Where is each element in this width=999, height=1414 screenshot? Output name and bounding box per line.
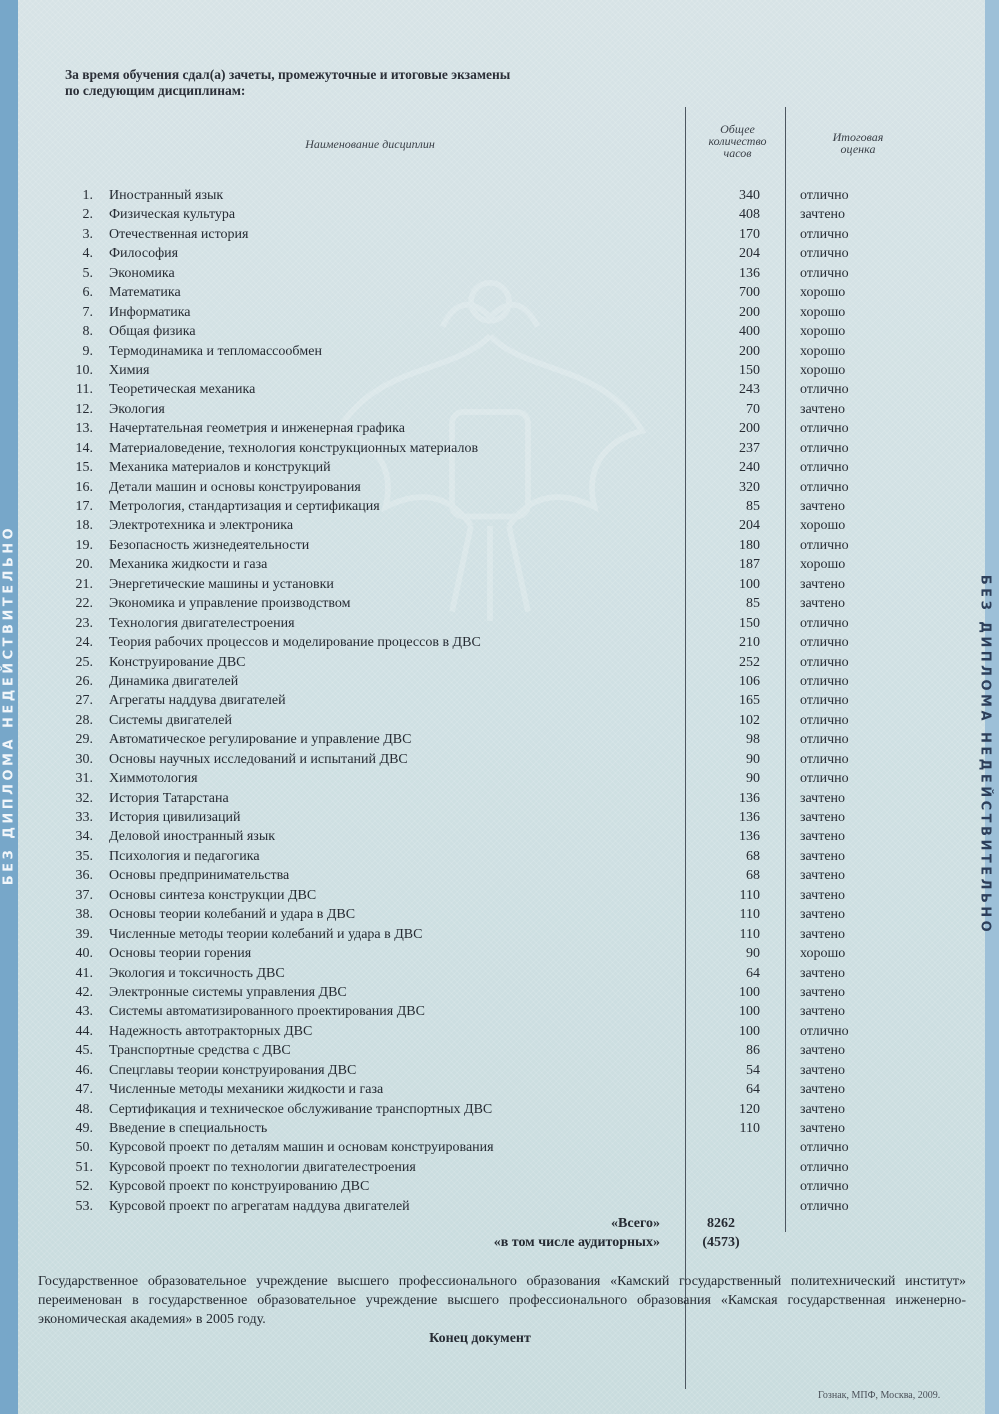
table-row xyxy=(0,1138,999,1157)
row-number: 33. xyxy=(75,810,93,825)
table-row xyxy=(0,886,999,905)
discipline-hours: 120 xyxy=(739,1101,760,1117)
discipline-name: Основы предпринимательства xyxy=(109,868,290,884)
row-number: 32. xyxy=(75,790,93,806)
column-header-name: Наименование дисциплин xyxy=(305,137,435,151)
discipline-grade: зачтено xyxy=(800,887,846,903)
discipline-name: Основы теории горения xyxy=(109,946,252,962)
discipline-name: Спецглавы теории конструирования ДВС xyxy=(109,1062,357,1078)
grade-header-line-1: Итоговая xyxy=(832,130,884,144)
discipline-hours: 136 xyxy=(739,265,760,281)
discipline-grade: хорошо xyxy=(800,324,846,340)
discipline-grade: зачтено xyxy=(800,926,846,942)
row-number: 16. xyxy=(75,479,93,495)
discipline-name: Механика жидкости и газа xyxy=(109,557,268,573)
discipline-grade: отлично xyxy=(800,673,849,689)
row-number: 14. xyxy=(75,440,93,456)
discipline-name: Сертификация и техническое обслуживание транспортных ДВС xyxy=(109,1101,493,1117)
row-number: 50. xyxy=(75,1140,93,1156)
discipline-name: Отечественная история xyxy=(109,226,249,242)
table-row xyxy=(0,1002,999,1021)
column-header-grade xyxy=(788,131,928,155)
table-row xyxy=(0,458,999,477)
row-number: 1. xyxy=(82,188,93,203)
discipline-name: Теория рабочих процессов и моделирование процессов в ДВС xyxy=(109,635,481,651)
table-row xyxy=(0,847,999,866)
row-number: 21. xyxy=(75,576,93,592)
discipline-hours: 90 xyxy=(746,771,760,787)
discipline-hours: 340 xyxy=(739,188,760,203)
discipline-hours: 85 xyxy=(746,596,760,612)
discipline-name: Агрегаты наддува двигателей xyxy=(109,693,286,709)
discipline-grade: хорошо xyxy=(800,557,846,573)
discipline-hours: 700 xyxy=(739,285,760,301)
table-row xyxy=(0,380,999,399)
discipline-hours: 150 xyxy=(739,615,760,631)
row-number: 37. xyxy=(75,887,93,903)
row-number: 26. xyxy=(75,673,93,689)
table-row xyxy=(0,419,999,438)
row-number: 10. xyxy=(75,362,93,378)
discipline-grade: хорошо xyxy=(800,362,846,378)
row-number: 17. xyxy=(75,499,93,514)
heading-line-2: по следующим дисциплинам: xyxy=(65,83,246,98)
discipline-grade: хорошо xyxy=(800,343,846,359)
discipline-name: Энергетические машины и установки xyxy=(109,576,334,592)
discipline-hours: 70 xyxy=(746,401,760,417)
discipline-hours: 85 xyxy=(746,499,760,514)
row-number: 43. xyxy=(75,1004,93,1020)
row-number: 48. xyxy=(75,1101,93,1117)
discipline-grade: отлично xyxy=(800,615,849,631)
row-number: 45. xyxy=(75,1043,93,1059)
row-number: 35. xyxy=(75,848,93,864)
discipline-grade: отлично xyxy=(800,460,849,476)
row-number: 39. xyxy=(75,926,93,942)
table-row xyxy=(0,264,999,283)
discipline-name: Основы научных исследований и испытаний ДВС xyxy=(109,751,408,767)
discipline-hours: 200 xyxy=(739,304,760,320)
discipline-name: Курсовой проект по технологии двигателестроения xyxy=(109,1159,416,1175)
heading-line-1: За время обучения сдал(а) зачеты, промежуточные и итоговые экзамены xyxy=(65,67,511,82)
row-number: 15. xyxy=(75,460,93,476)
table-row xyxy=(0,711,999,730)
hours-header-line-3: часов xyxy=(723,146,752,160)
discipline-name: Метрология, стандартизация и сертификация xyxy=(109,499,380,514)
row-number: 27. xyxy=(75,693,93,709)
table-row xyxy=(0,808,999,827)
discipline-grade: отлично xyxy=(800,1023,849,1039)
row-number: 4. xyxy=(82,246,93,262)
disciplines-table xyxy=(0,186,999,1216)
discipline-grade: отлично xyxy=(800,693,849,709)
table-row xyxy=(0,225,999,244)
discipline-name: Экономика и управление производством xyxy=(109,596,351,612)
discipline-name: Курсовой проект по деталям машин и основам конструирования xyxy=(109,1140,494,1156)
row-number: 5. xyxy=(82,265,93,281)
table-row xyxy=(0,575,999,594)
discipline-name: Надежность автотракторных ДВС xyxy=(109,1023,313,1039)
classroom-value: (4573) xyxy=(702,1235,740,1250)
discipline-name: Физическая культура xyxy=(109,207,236,223)
row-number: 29. xyxy=(75,732,93,748)
discipline-name: Конструирование ДВС xyxy=(109,654,246,670)
discipline-hours: 106 xyxy=(739,673,760,689)
discipline-hours: 200 xyxy=(739,343,760,359)
row-number: 23. xyxy=(75,615,93,631)
discipline-hours: 136 xyxy=(739,829,760,845)
discipline-name: Электронные системы управления ДВС xyxy=(109,984,347,1000)
discipline-grade: отлично xyxy=(800,751,849,767)
discipline-grade: отлично xyxy=(800,771,849,787)
document-heading xyxy=(65,67,510,99)
discipline-hours: 90 xyxy=(746,751,760,767)
row-number: 7. xyxy=(82,304,93,320)
row-number: 11. xyxy=(76,382,93,398)
discipline-name: Механика материалов и конструкций xyxy=(109,460,331,476)
discipline-grade: зачтено xyxy=(800,829,846,845)
table-row xyxy=(0,244,999,263)
row-number: 42. xyxy=(75,984,93,1000)
discipline-grade: зачтено xyxy=(800,868,846,884)
discipline-hours: 136 xyxy=(739,790,760,806)
discipline-name: Теоретическая механика xyxy=(109,382,256,398)
discipline-grade: зачтено xyxy=(800,984,846,1000)
printer-imprint: Гознак, МПФ, Москва, 2009. xyxy=(818,1390,941,1401)
discipline-grade: отлично xyxy=(800,537,849,553)
table-row xyxy=(0,730,999,749)
table-row xyxy=(0,400,999,419)
table-row xyxy=(0,750,999,769)
discipline-name: Начертательная геометрия и инженерная графика xyxy=(109,421,405,437)
discipline-hours: 180 xyxy=(739,537,760,553)
discipline-grade: зачтено xyxy=(800,207,846,223)
discipline-hours: 100 xyxy=(739,1023,760,1039)
table-row xyxy=(0,439,999,458)
discipline-hours: 68 xyxy=(746,868,760,884)
discipline-grade: отлично xyxy=(800,246,849,262)
discipline-name: Основы синтеза конструкции ДВС xyxy=(109,887,317,903)
row-number: 18. xyxy=(75,518,93,534)
right-side-stamp: БЕЗ ДИПЛОМА НЕДЕЙСТВИТЕЛЬНО xyxy=(977,574,993,936)
discipline-name: История цивилизаций xyxy=(109,810,241,825)
discipline-name: Основы теории колебаний и удара в ДВС xyxy=(109,907,356,923)
discipline-name: Философия xyxy=(109,246,179,262)
row-number: 3. xyxy=(82,226,93,242)
row-number: 40. xyxy=(75,946,93,962)
discipline-hours: 64 xyxy=(746,1082,760,1098)
discipline-hours: 200 xyxy=(739,421,760,437)
discipline-name: Системы автоматизированного проектирования ДВС xyxy=(109,1004,425,1020)
discipline-name: История Татарстана xyxy=(109,790,229,806)
discipline-grade: отлично xyxy=(800,440,849,456)
discipline-hours: 110 xyxy=(739,1121,760,1136)
discipline-hours: 110 xyxy=(739,887,760,903)
discipline-hours: 54 xyxy=(746,1062,760,1078)
table-row xyxy=(0,1041,999,1060)
discipline-grade: отлично xyxy=(800,732,849,748)
discipline-grade: зачтено xyxy=(800,1101,846,1117)
discipline-hours: 408 xyxy=(739,207,760,223)
discipline-grade: зачтено xyxy=(800,401,846,417)
discipline-grade: отлично xyxy=(800,382,849,398)
table-row xyxy=(0,944,999,963)
discipline-name: Химмотология xyxy=(109,771,198,787)
discipline-grade: зачтено xyxy=(800,790,846,806)
discipline-hours: 204 xyxy=(739,246,760,262)
discipline-name: Психология и педагогика xyxy=(109,848,260,864)
discipline-grade: отлично xyxy=(800,635,849,651)
table-row xyxy=(0,555,999,574)
left-side-stamp: БЕЗ ДИПЛОМА НЕДЕЙСТВИТЕЛЬНО xyxy=(1,524,17,886)
row-number: 22. xyxy=(75,596,93,612)
discipline-hours: 100 xyxy=(739,576,760,592)
table-row xyxy=(0,1177,999,1196)
discipline-grade: зачтено xyxy=(800,1082,846,1098)
discipline-grade: отлично xyxy=(800,421,849,437)
table-row xyxy=(0,866,999,885)
row-number: 53. xyxy=(75,1198,93,1214)
discipline-grade: отлично xyxy=(800,1140,849,1156)
discipline-hours: 187 xyxy=(739,557,760,573)
discipline-hours: 240 xyxy=(739,460,760,476)
row-number: 47. xyxy=(75,1082,93,1098)
row-number: 38. xyxy=(75,907,93,923)
discipline-grade: хорошо xyxy=(800,285,846,301)
discipline-hours: 204 xyxy=(739,518,760,534)
classroom-label: «в том числе аудиторных» xyxy=(493,1235,660,1250)
discipline-grade: отлично xyxy=(800,265,849,281)
rename-note: Государственное образовательное учреждение высшего профессионального образования «Камский государственный политехнический институт» переименован в государственное образовательное учреждение высшего профессионального образования «Камская государственная инженерно-экономическая академия» в 2005 году. xyxy=(38,1274,966,1327)
discipline-name: Иностранный язык xyxy=(109,188,224,203)
row-number: 20. xyxy=(75,557,93,573)
table-row xyxy=(0,827,999,846)
discipline-grade: зачтено xyxy=(800,1121,846,1136)
table-row xyxy=(0,497,999,516)
row-number: 9. xyxy=(82,343,93,359)
discipline-hours: 98 xyxy=(746,732,760,748)
table-row xyxy=(0,691,999,710)
table-row xyxy=(0,905,999,924)
discipline-grade: хорошо xyxy=(800,518,846,534)
discipline-name: Материаловедение, технология конструкционных материалов xyxy=(109,440,479,456)
discipline-grade: отлично xyxy=(800,712,849,728)
discipline-hours: 100 xyxy=(739,984,760,1000)
discipline-hours: 320 xyxy=(739,479,760,495)
table-row xyxy=(0,283,999,302)
row-number: 12. xyxy=(75,401,93,417)
table-row xyxy=(0,1080,999,1099)
discipline-grade: зачтено xyxy=(800,576,846,592)
discipline-grade: зачтено xyxy=(800,848,846,864)
discipline-grade: отлично xyxy=(800,226,849,242)
row-number: 49. xyxy=(75,1121,93,1136)
discipline-name: Информатика xyxy=(109,304,191,320)
discipline-name: Транспортные средства с ДВС xyxy=(109,1043,291,1059)
discipline-hours: 64 xyxy=(746,965,760,981)
discipline-name: Динамика двигателей xyxy=(109,673,239,689)
discipline-hours: 237 xyxy=(739,440,760,456)
table-row xyxy=(0,1197,999,1216)
discipline-hours: 210 xyxy=(739,635,760,651)
discipline-name: Системы двигателей xyxy=(109,712,232,728)
discipline-name: Экология и токсичность ДВС xyxy=(109,965,285,981)
table-row xyxy=(0,186,999,205)
discipline-hours: 170 xyxy=(739,226,760,242)
discipline-grade: отлично xyxy=(800,479,849,495)
table-row xyxy=(0,205,999,224)
discipline-hours: 68 xyxy=(746,848,760,864)
table-row xyxy=(0,478,999,497)
hours-header-line-2: количество xyxy=(708,134,767,148)
discipline-hours: 90 xyxy=(746,946,760,962)
discipline-grade: зачтено xyxy=(800,499,846,514)
row-number: 52. xyxy=(75,1179,93,1195)
discipline-grade: хорошо xyxy=(800,304,846,320)
discipline-hours: 100 xyxy=(739,1004,760,1020)
table-row xyxy=(0,361,999,380)
row-number: 6. xyxy=(82,285,93,301)
table-row xyxy=(0,1119,999,1138)
table-row xyxy=(0,342,999,361)
discipline-name: Общая физика xyxy=(109,324,196,340)
table-row xyxy=(0,516,999,535)
discipline-name: Безопасность жизнедеятельности xyxy=(109,537,310,553)
row-number: 24. xyxy=(75,635,93,651)
row-number: 8. xyxy=(82,324,93,340)
discipline-grade: зачтено xyxy=(800,810,846,825)
discipline-name: Численные методы механики жидкости и газа xyxy=(109,1082,384,1098)
table-row xyxy=(0,964,999,983)
discipline-grade: зачтено xyxy=(800,1004,846,1020)
table-row xyxy=(0,925,999,944)
table-row xyxy=(0,789,999,808)
discipline-name: Математика xyxy=(109,285,181,301)
discipline-name: Курсовой проект по агрегатам наддува двигателей xyxy=(109,1198,410,1214)
discipline-grade: отлично xyxy=(800,654,849,670)
discipline-name: Электротехника и электроника xyxy=(109,518,294,534)
table-row xyxy=(0,1061,999,1080)
discipline-name: Технология двигателестроения xyxy=(109,615,295,631)
table-row xyxy=(0,983,999,1002)
row-number: 46. xyxy=(75,1062,93,1078)
row-number: 19. xyxy=(75,537,93,553)
discipline-hours: 102 xyxy=(739,712,760,728)
table-row xyxy=(0,614,999,633)
total-label: «Всего» xyxy=(611,1216,660,1231)
discipline-hours: 86 xyxy=(746,1043,760,1059)
table-row xyxy=(0,1158,999,1177)
discipline-hours: 243 xyxy=(739,382,760,398)
row-number: 36. xyxy=(75,868,93,884)
discipline-hours: 150 xyxy=(739,362,760,378)
table-row xyxy=(0,536,999,555)
table-row xyxy=(0,672,999,691)
discipline-grade: отлично xyxy=(800,1198,849,1214)
discipline-name: Введение в специальность xyxy=(109,1121,268,1136)
row-number: 44. xyxy=(75,1023,93,1039)
discipline-hours: 136 xyxy=(739,810,760,825)
table-row xyxy=(0,633,999,652)
table-row xyxy=(0,594,999,613)
table-row xyxy=(0,1022,999,1041)
table-row xyxy=(0,769,999,788)
discipline-grade: зачтено xyxy=(800,1043,846,1059)
discipline-hours: 110 xyxy=(739,907,760,923)
discipline-grade: зачтено xyxy=(800,965,846,981)
row-number: 13. xyxy=(75,421,93,437)
end-of-document: Конец документ xyxy=(429,1331,531,1346)
discipline-name: Детали машин и основы конструирования xyxy=(109,479,361,495)
grade-header-line-2: оценка xyxy=(840,142,876,156)
row-number: 41. xyxy=(75,965,93,981)
discipline-name: Термодинамика и тепломассообмен xyxy=(109,343,322,359)
table-row xyxy=(0,1100,999,1119)
column-header-hours xyxy=(690,123,785,159)
discipline-hours: 110 xyxy=(739,926,760,942)
discipline-name: Деловой иностранный язык xyxy=(109,829,276,845)
discipline-grade: зачтено xyxy=(800,596,846,612)
row-number: 34. xyxy=(75,829,93,845)
hours-header-line-1: Общее xyxy=(720,122,755,136)
discipline-name: Численные методы теории колебаний и удара в ДВС xyxy=(109,926,423,942)
discipline-grade: отлично xyxy=(800,188,849,203)
discipline-grade: хорошо xyxy=(800,946,846,962)
discipline-grade: зачтено xyxy=(800,1062,846,1078)
discipline-name: Курсовой проект по конструированию ДВС xyxy=(109,1179,370,1195)
discipline-name: Химия xyxy=(109,362,150,378)
table-row xyxy=(0,322,999,341)
discipline-name: Экономика xyxy=(109,265,175,281)
discipline-grade: отлично xyxy=(800,1179,849,1195)
discipline-hours: 165 xyxy=(739,693,760,709)
discipline-grade: зачтено xyxy=(800,907,846,923)
discipline-hours: 400 xyxy=(739,324,760,340)
discipline-grade: отлично xyxy=(800,1159,849,1175)
row-number: 25. xyxy=(75,654,93,670)
row-number: 28. xyxy=(75,712,93,728)
row-number: 51. xyxy=(75,1159,93,1175)
row-number: 30. xyxy=(75,751,93,767)
row-number: 31. xyxy=(75,771,93,787)
total-value: 8262 xyxy=(707,1216,735,1231)
discipline-name: Экология xyxy=(109,401,165,417)
discipline-hours: 252 xyxy=(739,654,760,670)
row-number: 2. xyxy=(82,207,93,223)
table-row xyxy=(0,303,999,322)
discipline-name: Автоматическое регулирование и управление ДВС xyxy=(109,732,412,748)
table-row xyxy=(0,653,999,672)
